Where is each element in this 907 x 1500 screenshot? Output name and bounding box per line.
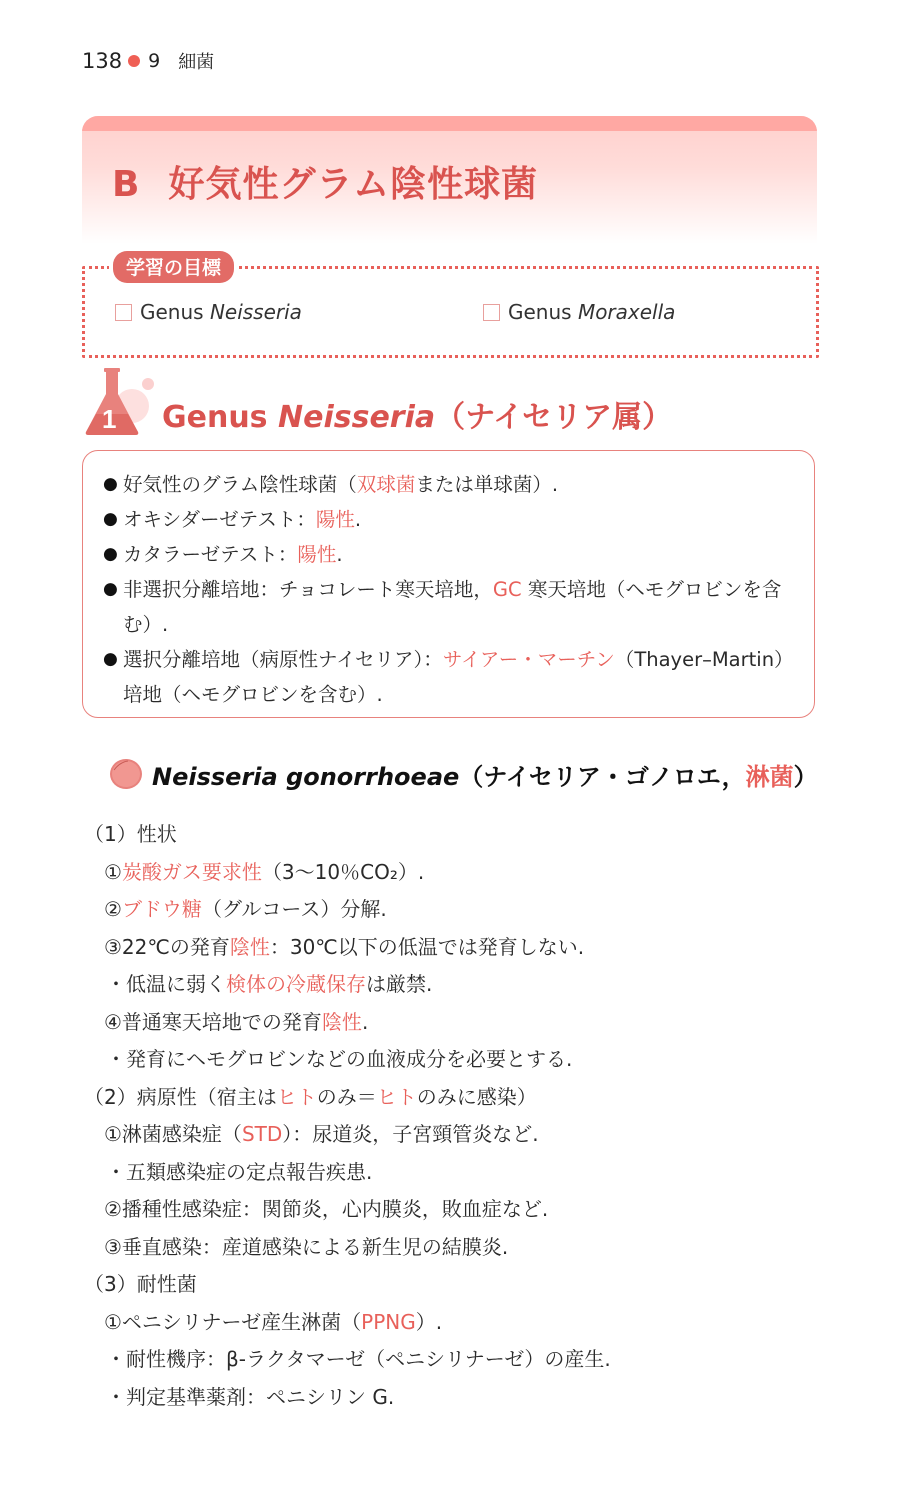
highlight-text: 検体の冷蔵保存: [226, 972, 366, 996]
text-run: ）.: [415, 1309, 443, 1334]
section-heading-line: [84, 816, 824, 854]
highlight-text: 炭酸ガス要求性: [121, 859, 262, 884]
banner-top-bar: [82, 116, 817, 131]
body-line: [84, 1004, 824, 1042]
body-text: [84, 816, 824, 1416]
summary-item: [105, 572, 796, 642]
text-run: ・低温に弱く: [106, 972, 226, 996]
subsection-genus: Neisseria: [278, 400, 436, 435]
text-run: （3）耐性菌: [84, 1272, 197, 1296]
bacterium-icon: [108, 756, 144, 792]
organism-jp: （ナイセリア・ゴノロエ，: [459, 762, 746, 791]
section-banner: [82, 116, 817, 244]
learning-goals-label: 学習の目標: [113, 251, 234, 283]
chapter-number: 9: [148, 50, 161, 72]
section-title-text: 好気性グラム陰性球菌: [168, 164, 539, 205]
text-run: （Thayer–Martin）培地（ヘモグロビンを含む）.: [123, 648, 794, 706]
subsection-heading: [82, 368, 822, 438]
checkbox-icon[interactable]: [115, 304, 132, 321]
highlight-text: 陰性: [229, 934, 270, 959]
text-run: ）：尿道炎，子宮頸管炎など.: [282, 1122, 539, 1146]
body-line: [84, 929, 824, 967]
highlight-text: ブドウ糖: [121, 897, 202, 921]
chapter-title: 細菌: [178, 52, 215, 73]
highlight-text: PPNG: [361, 1309, 416, 1334]
text-run: のみに感染）: [416, 1084, 537, 1109]
text-run: ③22℃の発育: [104, 934, 230, 959]
text-run: ・判定基準薬剤：ペニシリン G.: [106, 1384, 395, 1409]
organism-close: ）: [793, 762, 818, 791]
flask-icon: [82, 368, 162, 436]
goal-genus: Neisseria: [209, 300, 302, 324]
goal-prefix: Genus: [140, 300, 204, 324]
highlight-text: STD: [241, 1122, 283, 1146]
highlight-text: 陽性: [315, 508, 355, 531]
text-run: ①ペニシリナーゼ産生淋菌（: [104, 1309, 362, 1334]
goal-prefix: Genus: [508, 300, 572, 324]
goal-item-moraxella: [483, 300, 675, 324]
text-run: カタラーゼテスト：: [123, 543, 298, 566]
organism-latin: Neisseria gonorrhoeae: [152, 762, 460, 791]
highlight-text: 陽性: [297, 543, 337, 566]
body-line: [84, 1341, 824, 1379]
body-line: [84, 1116, 824, 1154]
section-heading-line: [84, 1266, 824, 1304]
text-run: （3〜10％CO₂）.: [261, 859, 425, 884]
body-line: [84, 854, 824, 892]
goal-genus: Moraxella: [577, 300, 676, 324]
highlight-text: 双球菌: [356, 473, 416, 496]
text-run: ・発育にヘモグロビンなどの血液成分を必要とする.: [106, 1047, 573, 1071]
text-run: ・耐性機序：β-ラクタマーゼ（ペニシリナーゼ）の産生.: [106, 1347, 611, 1371]
highlight-text: ヒト: [376, 1084, 417, 1109]
highlight-text: ヒト: [276, 1084, 317, 1109]
subsection-suffix: （ナイセリア属）: [435, 400, 673, 435]
text-run: （グルコース）分解.: [201, 897, 387, 921]
body-line: [84, 1379, 824, 1417]
text-run: ①淋菌感染症（: [104, 1122, 242, 1146]
body-line: [84, 1041, 824, 1079]
text-run: .: [361, 1009, 369, 1034]
summary-item: [105, 642, 796, 712]
checkbox-icon[interactable]: [483, 304, 500, 321]
subsection-prefix: Genus: [162, 400, 278, 435]
text-run: 好気性のグラム陰性球菌（: [123, 473, 357, 496]
summary-box: [82, 450, 815, 718]
summary-item: [105, 467, 796, 502]
running-header: [82, 48, 214, 74]
highlight-text: 陰性: [321, 1009, 362, 1034]
summary-item: [105, 502, 796, 537]
learning-goals-box: [82, 257, 819, 358]
body-line: [84, 1191, 824, 1229]
text-run: ：30℃以下の低温では発育しない.: [269, 934, 585, 959]
text-run: ・五類感染症の定点報告疾患.: [106, 1159, 373, 1184]
body-line: [84, 891, 824, 929]
subsection-title: [162, 392, 672, 436]
text-run: 寒天培地（ヘモグロビンを含む）.: [123, 578, 782, 636]
body-line: [84, 1154, 824, 1192]
section-heading-line: [84, 1079, 824, 1117]
body-line: [84, 1229, 824, 1267]
text-run: 選択分離培地（病原性ナイセリア）：: [123, 648, 443, 671]
svg-text:1: 1: [102, 404, 117, 434]
organism-heading: [108, 756, 818, 792]
text-run: ②: [104, 897, 122, 921]
text-run: オキシダーゼテスト：: [123, 508, 316, 531]
section-title: [112, 156, 538, 207]
text-run: のみ＝: [316, 1084, 377, 1109]
page-number: 138: [82, 49, 123, 73]
body-line: [84, 966, 824, 1004]
text-run: ④普通寒天培地での発育: [104, 1009, 322, 1034]
text-run: は厳禁.: [366, 972, 433, 996]
summary-list: [83, 451, 814, 712]
text-run: （1）性状: [84, 822, 177, 846]
text-run: または単球菌）.: [415, 473, 559, 496]
text-run: .: [354, 508, 362, 531]
organism-name: [152, 757, 818, 792]
body-line: [84, 1304, 824, 1342]
summary-item: [105, 537, 796, 572]
highlight-text: サイアー・マーチン: [442, 648, 615, 671]
highlight-text: GC: [492, 578, 522, 601]
section-letter: B: [112, 164, 141, 205]
bullet-dot-icon: [128, 55, 140, 67]
text-run: ③垂直感染：産道感染による新生児の結膜炎.: [104, 1234, 509, 1259]
text-run: ①: [104, 859, 122, 884]
text-run: ②播種性感染症：関節炎，心内膜炎，敗血症など.: [104, 1197, 549, 1221]
text-run: .: [336, 543, 343, 566]
organism-common: 淋菌: [745, 762, 794, 791]
text-run: 非選択分離培地：チョコレート寒天培地，: [123, 578, 493, 601]
text-run: （2）病原性（宿主は: [84, 1084, 277, 1109]
goal-item-neisseria: [115, 300, 302, 324]
